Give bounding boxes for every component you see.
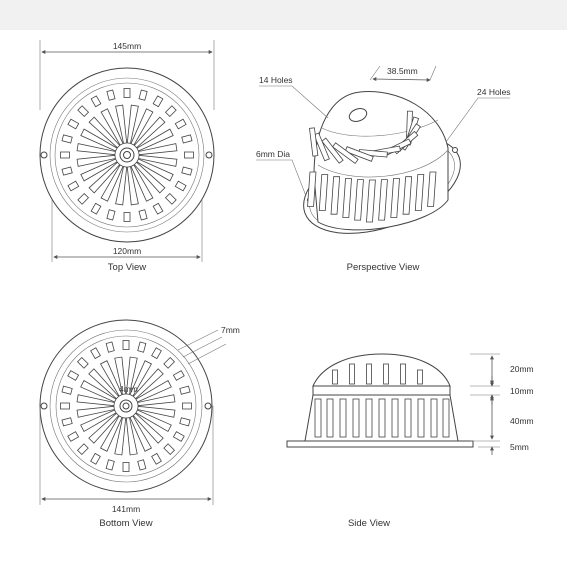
side-slot <box>353 399 359 437</box>
outer-slot <box>61 152 70 158</box>
side-slot <box>431 399 437 437</box>
side-view <box>287 354 534 529</box>
perspective-view <box>256 66 511 273</box>
dome-slot <box>401 364 406 384</box>
side-slot <box>405 399 411 437</box>
mount-hole-left <box>41 152 47 158</box>
side-band <box>313 386 450 395</box>
side-slot <box>315 399 321 437</box>
mount-hole-left-bottom <box>41 403 47 409</box>
side-flange <box>287 441 473 447</box>
side-slot <box>327 399 333 437</box>
bottom-view-caption: Bottom View <box>99 518 153 529</box>
side-dim-10-label: 10mm <box>510 386 534 396</box>
holes-side-label: 24 Holes <box>477 87 511 97</box>
perspective-view-caption: Perspective View <box>346 262 420 273</box>
top-diameter-dimension <box>373 79 430 80</box>
grate-top <box>40 68 214 242</box>
holes-upper-leader <box>259 86 328 118</box>
side-slot <box>418 399 424 437</box>
dome-slot <box>384 364 389 384</box>
dome-slot <box>367 364 372 384</box>
center-hole-bottom <box>123 403 129 409</box>
side-dim-20-label: 20mm <box>510 364 534 374</box>
slot-width-label: 7mm <box>221 325 240 335</box>
outer-slot <box>123 463 129 472</box>
side-slot <box>366 399 372 437</box>
bottom-view <box>40 320 240 529</box>
bar-width-label: 4mm <box>119 384 138 394</box>
holes-side-leader <box>446 98 510 142</box>
side-dim-40-label: 40mm <box>510 416 534 426</box>
dome-slot <box>350 364 355 384</box>
outer-slot <box>61 403 70 409</box>
mount-hole-right-bottom <box>205 403 211 409</box>
center-hole <box>124 152 131 159</box>
outer-slot <box>183 403 192 409</box>
top-view <box>40 40 214 273</box>
mount-hole-leader <box>256 160 306 196</box>
bottom-outer-width-label: 141mm <box>111 504 141 514</box>
side-slot <box>340 399 346 437</box>
mount-hole-label: 6mm Dia <box>256 149 291 159</box>
outer-slot <box>123 341 129 350</box>
holes-upper-label: 14 Holes <box>259 75 293 85</box>
top-diameter-label: 38.5mm <box>387 66 418 76</box>
top-outer-width-label: 145mm <box>112 41 142 51</box>
dome-slot <box>333 370 338 384</box>
mount-hole-right <box>206 152 212 158</box>
side-view-caption: Side View <box>347 518 391 529</box>
side-dim-5-label: 5mm <box>510 442 529 452</box>
side-slot <box>379 399 385 437</box>
side-slot <box>443 399 449 437</box>
top-inner-width-label: 120mm <box>112 246 142 256</box>
outer-slot <box>124 213 130 222</box>
top-view-caption: Top View <box>107 262 147 273</box>
dome-slot <box>418 370 423 384</box>
side-slot <box>392 399 398 437</box>
outer-slot <box>185 152 194 158</box>
outer-slot <box>124 89 130 98</box>
